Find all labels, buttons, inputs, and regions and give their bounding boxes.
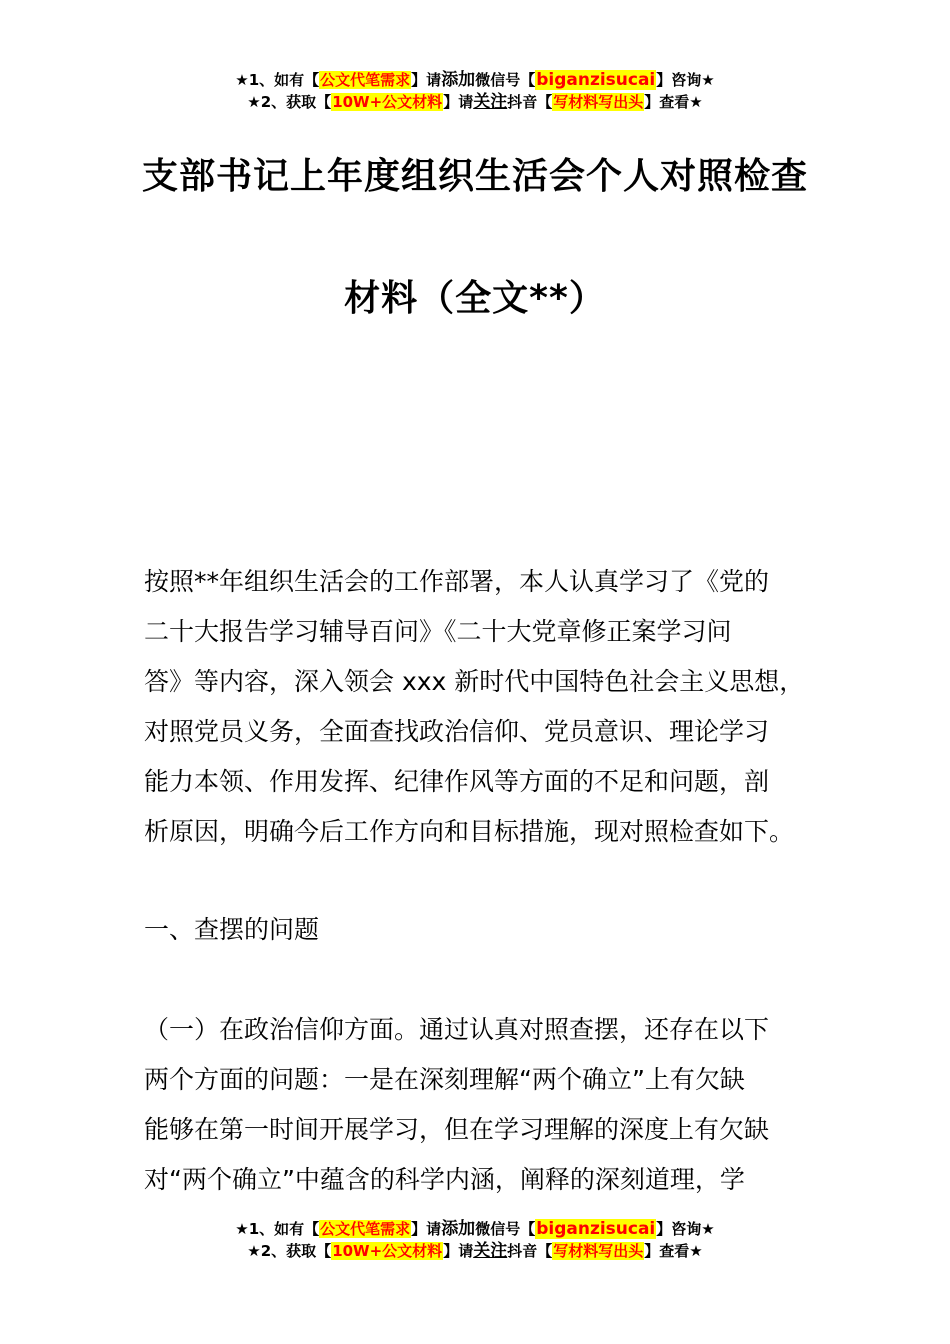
- text-line: 能力本领、作用发挥、纪律作风等方面的不足和问题，剖: [144, 767, 770, 796]
- promo-banner-top: [0, 69, 950, 113]
- text-line: 二十大报告学习辅导百问》《二十大党章修正案学习问: [144, 617, 732, 646]
- text-line: 能够在第一时间开展学习，但在学习理解的深度上有欠缺: [144, 1115, 770, 1144]
- promo-text: 】请: [443, 93, 474, 111]
- promo-text: ★2、获取【: [247, 93, 332, 111]
- promo-text: 】查看★: [644, 93, 703, 111]
- text-line: 按照**年组织生活会的工作部署，本人认真学习了《党的: [144, 567, 770, 596]
- text-line: 对照党员义务，全面查找政治信仰、党员意识、理论学习: [144, 717, 770, 746]
- text-line: 两个方面的问题：一是在深刻理解“两个确立”上有欠缺: [144, 1065, 745, 1094]
- promo-banner-bottom: [0, 1218, 950, 1262]
- promo-text: 】请: [443, 1242, 474, 1260]
- promo-text: 】请: [411, 1220, 442, 1238]
- promo-emphasis: 添加: [441, 1219, 476, 1239]
- document-title-line-1: 支部书记上年度组织生活会个人对照检查: [141, 156, 808, 197]
- promo-text: ★1、如有【: [235, 1220, 320, 1238]
- promo-text: ★2、获取【: [247, 1242, 332, 1260]
- promo-highlight: 10W+公文材料: [332, 93, 443, 111]
- promo-highlight: 10W+公文材料: [332, 1242, 443, 1260]
- promo-wechat-id: biganzisucai: [536, 70, 656, 90]
- promo-highlight: 公文代笔需求: [320, 1220, 411, 1238]
- section-heading: 一、查摆的问题: [144, 915, 320, 944]
- intro-paragraph: [144, 557, 808, 857]
- text-line: 对“两个确立”中蕴含的科学内涵，阐释的深刻道理，学: [144, 1165, 745, 1194]
- promo-text: 微信号【: [475, 1220, 536, 1238]
- text-line: （一）在政治信仰方面。通过认真对照查摆，还存在以下: [144, 1015, 770, 1044]
- promo-line-1: [0, 69, 950, 91]
- promo-text: 】请: [411, 71, 442, 89]
- promo-text: 】咨询★: [656, 1220, 715, 1238]
- promo-douyin-id: 写材料写出头: [553, 93, 644, 111]
- promo-text: 抖音【: [507, 93, 553, 111]
- promo-emphasis: 关注: [473, 92, 508, 112]
- text-line: 答》等内容，深入领会 xxx 新时代中国特色社会主义思想，: [144, 667, 805, 696]
- political-belief-paragraph: [144, 1005, 808, 1205]
- promo-douyin-id: 写材料写出头: [553, 1242, 644, 1260]
- promo-line-2: [0, 1240, 950, 1262]
- promo-text: ★1、如有【: [235, 71, 320, 89]
- promo-line-1: [0, 1218, 950, 1240]
- promo-emphasis: 关注: [473, 1241, 508, 1261]
- promo-text: 抖音【: [507, 1242, 553, 1260]
- promo-wechat-id: biganzisucai: [536, 1219, 656, 1239]
- promo-text: 】咨询★: [656, 71, 715, 89]
- promo-text: 微信号【: [475, 71, 536, 89]
- promo-emphasis: 添加: [441, 70, 476, 90]
- promo-text: 】查看★: [644, 1242, 703, 1260]
- promo-line-2: [0, 91, 950, 113]
- document-title-line-2: 材料（全文**）: [344, 278, 606, 319]
- text-line: 析原因，明确今后工作方向和目标措施，现对照检查如下。: [144, 817, 795, 846]
- promo-highlight: 公文代笔需求: [320, 71, 411, 89]
